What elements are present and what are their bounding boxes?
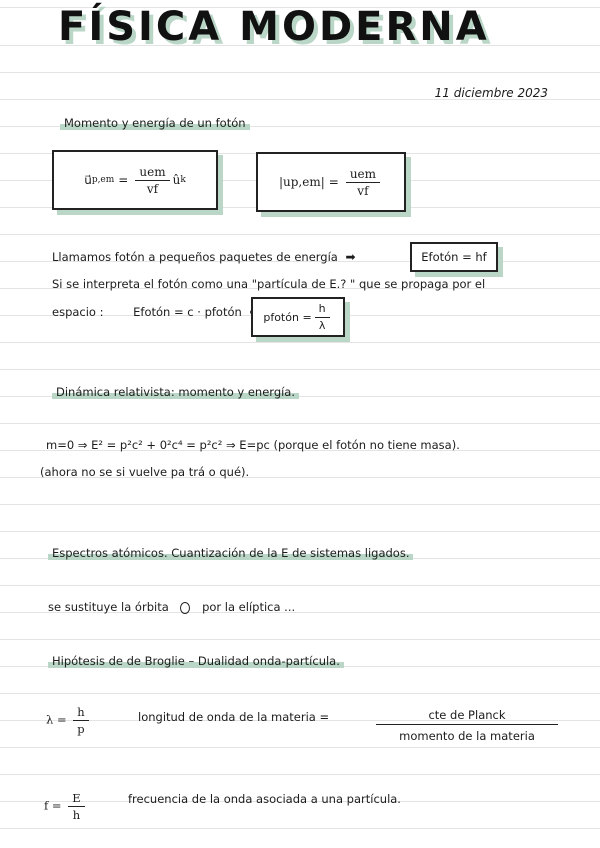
orbit-substitution-line: se sustituye la órbita por la elíptica ... xyxy=(48,600,296,614)
vector-subscript: p,em xyxy=(91,175,115,185)
circle-orbit-icon xyxy=(180,602,190,614)
fraction xyxy=(135,164,169,197)
fraction xyxy=(315,301,330,334)
formula-box-photon-energy: Efotón = hf xyxy=(410,242,498,272)
section-heading-atomic-spectra: Espectros atómicos. Cuantización de la E de sistemas ligados. xyxy=(48,546,413,560)
planck-over-momentum-fraction xyxy=(376,708,558,743)
wavelength-description: longitud de onda de la materia = xyxy=(138,710,330,724)
photon-energy-momentum-relation: Efotón = c · pfotón xyxy=(133,305,242,319)
fraction-denominator: p xyxy=(77,722,85,736)
unit-vector: û xyxy=(172,173,181,187)
frequency-formula: f = $\frac{E}{h}$ xyxy=(44,790,88,823)
fraction-numerator: uem xyxy=(346,166,380,183)
fraction-denominator: vf xyxy=(146,181,159,196)
vector-symbol: u⃗ xyxy=(84,173,92,187)
frequency-description: frecuencia de la onda asociada a una partícula. xyxy=(128,792,401,806)
section-heading-relativistic-dynamics: Dinámica relativista: momento y energía. xyxy=(52,385,299,399)
arrow-right-icon: ➡ xyxy=(345,250,356,264)
section-heading-de-broglie: Hipótesis de de Broglie – Dualidad onda-partícula. xyxy=(48,654,344,668)
handwritten-note: (ahora no se si vuelve pa trá o qué). xyxy=(40,465,250,479)
fraction-numerator: h xyxy=(73,704,88,721)
section-heading-photon-momentum: Momento y energía de un fotón xyxy=(60,116,250,130)
fraction-denominator: momento de la materia xyxy=(399,729,535,743)
photon-space-line: espacio : Efotón = c · pfotón xyxy=(52,305,264,319)
fraction-denominator: h xyxy=(72,808,81,822)
formula-box-vector-momentum xyxy=(52,150,218,210)
relativistic-energy-equation: m=0 ⇒ E² = p²c² + 0²c⁴ = p²c² ⇒ E=pc (porque el fotón no tiene masa). xyxy=(46,438,460,452)
fraction xyxy=(346,166,380,199)
formula-box-momentum-magnitude xyxy=(256,152,406,212)
fraction xyxy=(73,704,88,737)
photon-definition-line: Llamamos fotón a pequeños paquetes de energía ➡ xyxy=(52,250,356,264)
fraction-numerator: E xyxy=(68,790,84,807)
date-label: 11 diciembre 2023 xyxy=(434,86,548,100)
magnitude-lhs: |up,em| xyxy=(278,175,325,189)
photon-interpretation-line: Si se interpreta el fotón como una "partícula de E.? " que se propaga por el xyxy=(52,277,486,291)
fraction-denominator: vf xyxy=(357,183,369,198)
unit-vector-subscript: k xyxy=(180,175,186,185)
page-title: FÍSICA MODERNA xyxy=(58,4,490,50)
fraction-numerator: uem xyxy=(135,164,169,181)
fraction xyxy=(68,790,84,823)
formula-box-photon-momentum: pfotón = $\frac{h}{\lambda}$ xyxy=(251,297,345,337)
fraction-numerator: cte de Planck xyxy=(376,708,558,725)
equals-sign: = xyxy=(118,173,129,187)
fraction-numerator: h xyxy=(315,301,330,318)
equals-sign: = xyxy=(328,175,339,189)
de-broglie-wavelength-formula: λ = $\frac{h}{p}$ xyxy=(46,704,92,737)
fraction-denominator: λ xyxy=(318,318,326,332)
